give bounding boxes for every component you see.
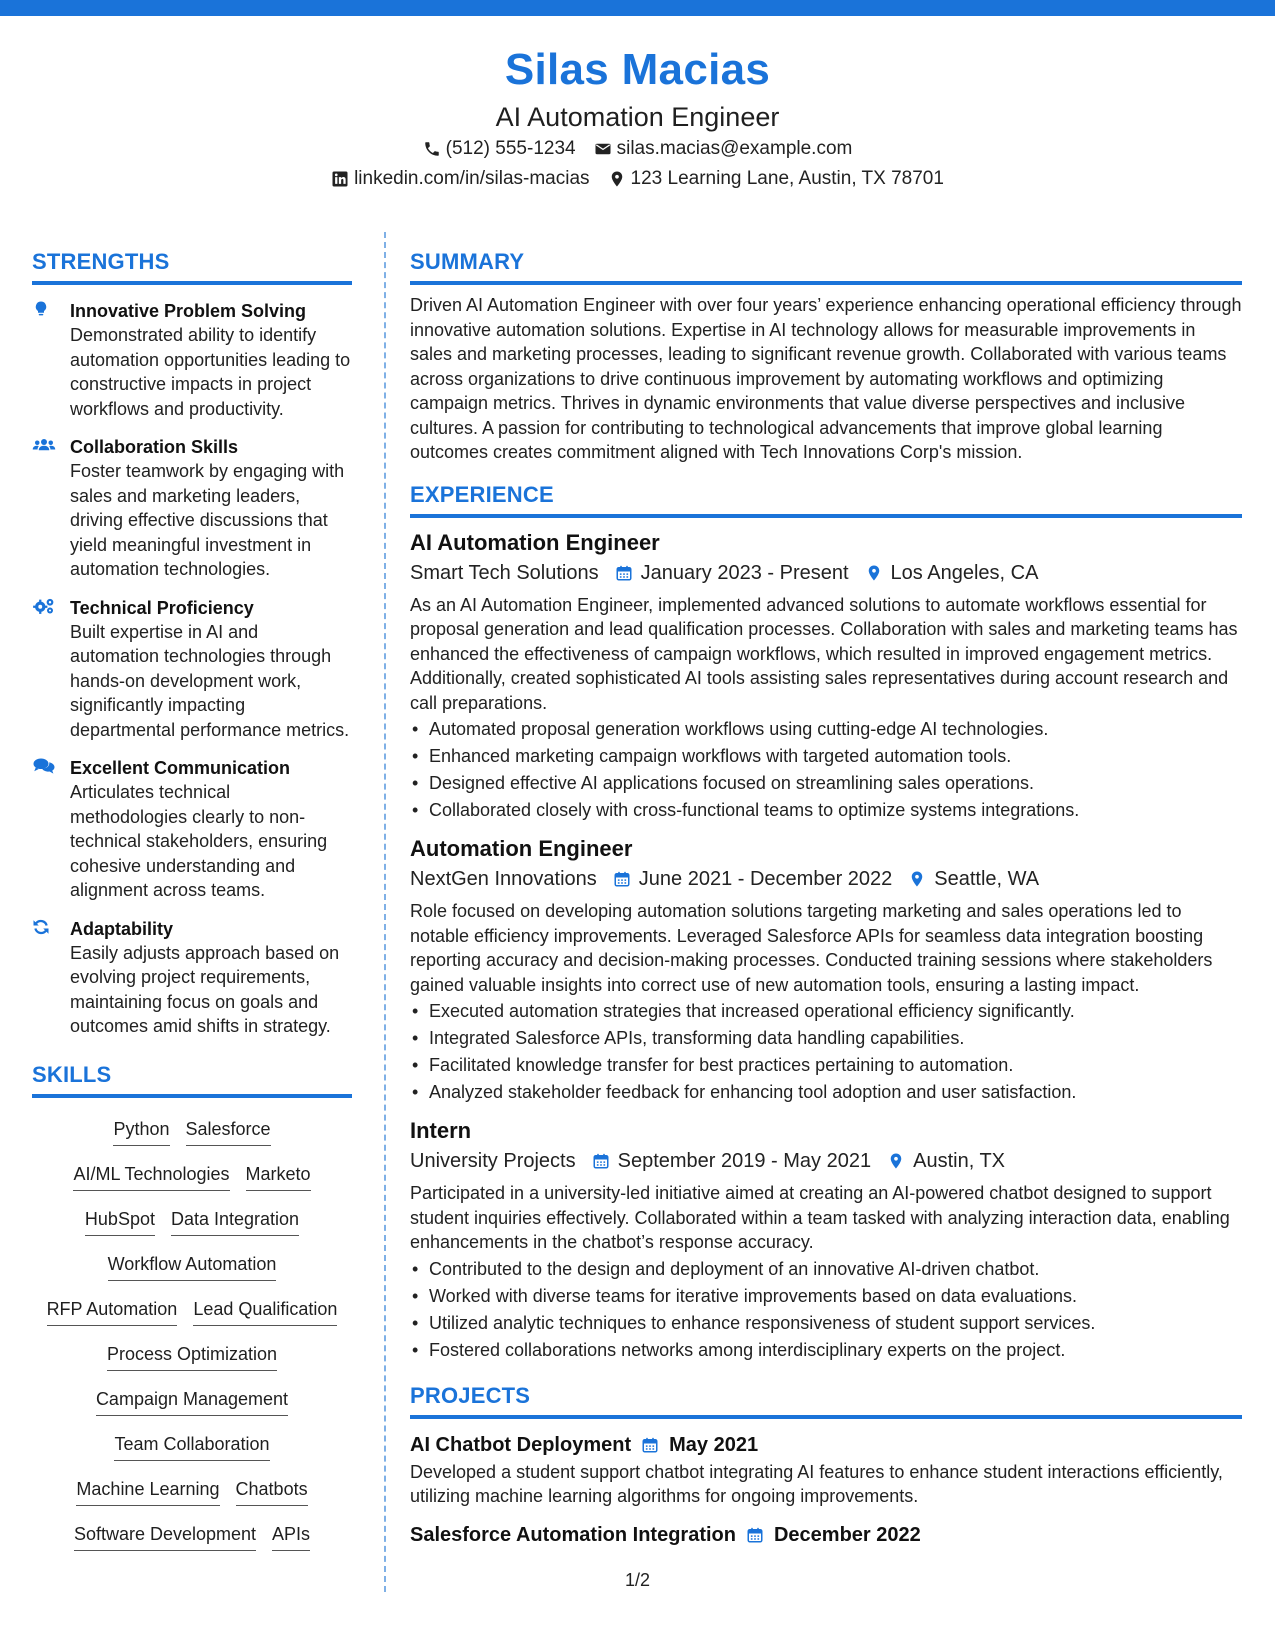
projects-list [410,1431,1242,1549]
skills-list [32,1110,352,1560]
project-name: Salesforce Automation Integration [410,1523,736,1546]
skill-row [32,1470,352,1515]
address-contact [608,164,944,194]
strength-desc: Articulates technical methodologies clearly to non-technical stakeholders, ensuring cohesive understanding and alignment across teams. [70,782,328,900]
job-location [887,1147,1005,1175]
strength-desc: Built expertise in AI and automation technologies through hands-on development work, significantly impacting departmental performance metrics. [70,621,350,740]
top-accent-bar [0,0,1275,16]
linkedin-icon [331,170,349,188]
job-bullet: • Enhanced marketing campaign workflows with targeted automation tools. [410,743,1242,770]
linkedin-contact[interactable] [331,164,589,194]
job-bullet: • Facilitated knowledge transfer for best practices pertaining to automation. [410,1052,1242,1079]
job-bullet: • Analyzed stakeholder feedback for enhancing tool adoption and user satisfaction. [410,1079,1242,1106]
project-name: AI Chatbot Deployment [410,1433,632,1456]
calendar-icon [592,1152,610,1170]
map-pin-icon [608,170,626,188]
job-bullet: • Worked with diverse teams for iterative improvements based on data evaluations. [410,1283,1242,1310]
address-text: 123 Learning Lane, Austin, TX 78701 [630,168,944,189]
sync-icon [32,918,50,936]
envelope-icon [594,140,612,158]
job-bullets [410,716,1242,824]
strength-item [32,299,352,421]
skill-row [32,1155,352,1200]
job-location-text: Austin, TX [913,1150,1006,1172]
skill-row [32,1515,352,1560]
email-text: silas.macias@example.com [616,138,853,159]
experience-heading: EXPERIENCE [410,481,1242,518]
job-description: Participated in a university-led initiative aimed at creating an AI-powered chatbot designed to support student inquiries effectively. Collaborated within a team tasked with analyzing interaction data, enabling enhancements in the chatbot’s response accuracy. [410,1183,1230,1252]
skill-tag: Team Collaboration [114,1433,269,1461]
skill-tag: RFP Automation [47,1298,178,1326]
skill-tag: Data Integration [171,1208,299,1236]
project-date: December 2022 [773,1523,921,1546]
project-header [410,1431,1242,1459]
strength-item [32,435,352,582]
phone-text: (512) 555-1234 [445,138,576,159]
skill-tag: Process Optimization [107,1343,277,1371]
job-company: NextGen Innovations [410,868,597,890]
phone-contact [423,134,576,164]
calendar-icon [613,870,631,888]
job-bullet: • Designed effective AI applications focused on streamlining sales operations. [410,770,1242,797]
job-location [908,865,1039,893]
candidate-name: Silas Macias [504,45,771,94]
contact-line-1 [0,134,1275,164]
skill-row [32,1110,352,1155]
strength-item [32,756,352,903]
job-company: University Projects [410,1150,576,1172]
strength-name: Innovative Problem Solving [70,301,307,321]
skill-tag: Machine Learning [76,1478,219,1506]
gears-icon [32,597,56,615]
linkedin-text: linkedin.com/in/silas-macias [354,168,590,189]
strength-desc: Easily adjusts approach based on evolving project requirements, maintaining focus on goals and outcomes amid shifts in strategy. [70,942,340,1036]
job-entry [410,834,1242,1106]
job-meta [410,1147,1242,1175]
skill-tag: Python [113,1118,169,1146]
skill-tag: Marketo [246,1163,311,1191]
skill-tag: Campaign Management [96,1388,288,1416]
location-pin-icon [908,870,926,888]
strengths-heading: STRENGTHS [32,248,352,285]
project-entry [410,1521,1242,1549]
job-entry [410,1116,1242,1364]
job-dates-text: September 2019 - May 2021 [617,1150,872,1172]
experience-list [410,528,1242,1364]
summary-text: Driven AI Automation Engineer with over four years’ experience enhancing operational efficiency through innovative automation solutions. Expertise in AI technology allows for measurable improvements in sales and marketing processes, leading to significant revenue growth. Collaborated with various teams across organizations to drive continuous improvement by automating workflows and optimizing campaign metrics. Thrives in dynamic environments that value diverse perspectives and inclusive cultures. A passion for contributing to technological advancements that improve global learning outcomes creates commitment aligned with Tech Innovations Corp's mission. [410,295,1242,462]
skill-row [32,1335,352,1380]
job-location [865,559,1039,587]
summary-heading: SUMMARY [410,248,1242,285]
job-entry [410,528,1242,825]
job-bullet: • Integrated Salesforce APIs, transforming data handling capabilities. [410,1025,1242,1052]
job-bullet: • Executed automation strategies that increased operational efficiency significantly. [410,998,1242,1025]
job-dates [615,559,849,587]
job-description: As an AI Automation Engineer, implemented advanced solutions to automate workflows essential for proposal generation and lead qualification processes. Collaboration with sales and marketing teams has enhanced the effectiveness of campaign workflows, which resulted in improved engagement metrics. Additionally, created sophisticated AI tools assisting sales representatives during account research and call preparations. [410,594,1238,713]
skill-tag: APIs [272,1523,310,1551]
project-header [410,1521,1242,1549]
calendar-icon [641,1436,659,1454]
strength-item [32,917,352,1039]
job-dates [613,865,893,893]
job-location-text: Seattle, WA [934,868,1040,890]
lightbulb-icon [32,300,50,318]
location-pin-icon [865,564,883,582]
job-dates-text: January 2023 - Present [640,561,849,584]
job-bullet: • Collaborated closely with cross-functional teams to optimize systems integrations. [410,797,1242,824]
strength-desc: Demonstrated ability to identify automation opportunities leading to constructive impacts in project workflows and productivity. [70,325,351,419]
job-bullet: • Fostered collaborations networks among interdisciplinary experts on the project. [410,1337,1242,1364]
skill-row [32,1245,352,1290]
location-pin-icon [887,1152,905,1170]
column-divider [384,232,386,1592]
job-title: Intern [410,1118,472,1143]
job-description: Role focused on developing automation solutions targeting marketing and sales operations led to notable efficiency improvements. Leveraged Salesforce APIs for seamless data integration boosting reporting accuracy and decision-making processes. Conducted training sessions where stakeholders gained valuable insights into correct use of new automation tools, ensuring a lasting impact. [410,901,1213,995]
strength-name: Collaboration Skills [70,437,239,457]
skills-heading: SKILLS [32,1061,352,1098]
job-title: AI Automation Engineer [410,529,660,555]
users-icon [32,436,56,454]
job-location-text: Los Angeles, CA [890,561,1039,584]
skill-row [32,1290,352,1335]
strength-name: Adaptability [70,918,174,939]
job-bullets [410,998,1242,1106]
contact-line-2 [0,164,1275,194]
job-title: Automation Engineer [410,836,633,861]
calendar-icon [615,564,633,582]
skill-row [32,1425,352,1470]
job-meta [410,865,1242,893]
skill-tag: Workflow Automation [108,1253,277,1281]
strength-desc: Foster teamwork by engaging with sales and marketing leaders, driving effective discussions that yield meaningful investment in automation technologies. [70,461,345,579]
job-bullets [410,1256,1242,1364]
projects-heading: PROJECTS [410,1382,1242,1419]
right-column [410,248,1242,1549]
resume-header [0,42,1275,194]
skill-tag: Salesforce [186,1118,271,1146]
skill-row [32,1380,352,1425]
email-contact[interactable] [594,134,853,164]
strength-name: Excellent Communication [70,758,291,778]
left-column [32,248,352,1560]
phone-icon [423,140,441,158]
project-date: May 2021 [669,1433,759,1456]
candidate-title: AI Automation Engineer [495,102,780,132]
strength-item [32,596,352,743]
project-entry [410,1431,1242,1509]
skill-tag: Chatbots [236,1478,308,1506]
skill-tag: Lead Qualification [193,1298,337,1326]
job-meta [410,559,1242,587]
project-description: Developed a student support chatbot integrating AI features to enhance student interactions efficiently, utilizing machine learning algorithms for ongoing improvements. [410,1461,1223,1506]
calendar-icon [746,1526,764,1544]
job-dates [592,1147,872,1175]
job-bullet: • Utilized analytic techniques to enhance responsiveness of student support services. [410,1310,1242,1337]
skill-tag: Software Development [74,1523,256,1551]
skill-tag: HubSpot [85,1208,155,1236]
job-bullet: • Contributed to the design and deployment of an innovative AI-driven chatbot. [410,1256,1242,1283]
job-dates-text: June 2021 - December 2022 [638,868,893,890]
skill-row [32,1200,352,1245]
strength-name: Technical Proficiency [70,597,254,618]
skill-tag: AI/ML Technologies [73,1163,229,1191]
comments-icon [32,757,56,775]
page-number: 1/2 [624,1570,651,1590]
job-bullet: • Automated proposal generation workflows using cutting-edge AI technologies. [410,716,1242,743]
job-company: Smart Tech Solutions [410,561,599,584]
